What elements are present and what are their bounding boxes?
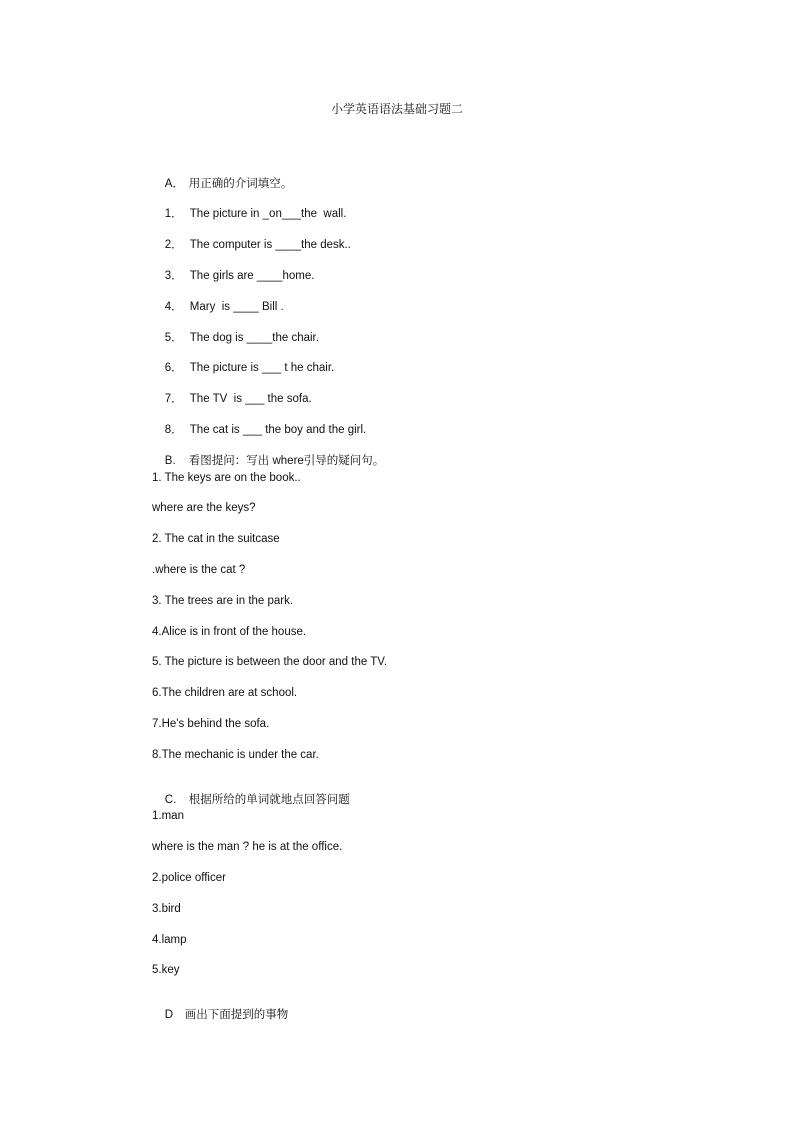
section-c-line: 1.man (152, 810, 184, 822)
item-text: The computer is ____the desk.. (189, 239, 351, 251)
section-d-heading-text: 画出下面提到的事物 (184, 1009, 289, 1021)
section-b-line: 2. The cat in the suitcase (152, 533, 280, 545)
section-b-line: 7.He's behind the sofa. (152, 718, 270, 730)
item-text: The girls are ____home. (189, 270, 315, 282)
item-number: 1． (164, 208, 183, 220)
section-b-line: 1. The keys are on the book.. (152, 472, 301, 484)
section-c-line: 2.police officer (152, 872, 226, 884)
section-b-line: 5. The picture is between the door and the TV. (152, 656, 388, 668)
section-c-label: C. (164, 794, 177, 806)
section-b-label: B. (164, 455, 176, 467)
section-b-line: 4.Alice is in front of the house. (152, 626, 307, 638)
item-text: The picture in _on___the wall. (189, 208, 347, 220)
section-b-line: 8.The mechanic is under the car. (152, 749, 319, 761)
item-number: 5． (164, 332, 183, 344)
item-number: 8． (164, 424, 183, 436)
item-text: The picture is ___ t he chair. (189, 362, 335, 374)
section-c-heading-text: 根据所给的单词就地点回答问题 (188, 794, 350, 806)
section-a-heading-text: 用正确的介词填空。 (188, 178, 293, 190)
item-number: 4． (164, 301, 183, 313)
section-d-heading (152, 994, 288, 1036)
section-b-line: .where is the cat ? (152, 564, 246, 576)
section-b-line: 6.The children are at school. (152, 687, 298, 699)
item-number: 2． (164, 239, 183, 251)
item-text: The TV is ___ the sofa. (189, 393, 312, 405)
section-b-line: 3. The trees are in the park. (152, 595, 294, 607)
section-c-line: where is the man ? he is at the office. (152, 841, 343, 853)
page-title (0, 100, 794, 117)
section-c-line: 4.lamp (152, 934, 187, 946)
section-a-label: A． (164, 178, 184, 190)
section-c-line: 5.key (152, 964, 180, 976)
page-title-text: 小学英语语法基础习题二 (330, 102, 463, 116)
item-number: 3． (164, 270, 183, 282)
item-text: The cat is ___ the boy and the girl. (189, 424, 367, 436)
item-number: 6． (164, 362, 183, 374)
section-c-line: 3.bird (152, 903, 181, 915)
section-b-line: where are the keys? (152, 502, 256, 514)
item-number: 7． (164, 393, 183, 405)
section-d-label: D (164, 1009, 174, 1021)
item-text: The dog is ____the chair. (189, 332, 319, 344)
item-text: Mary is ____ Bill . (189, 301, 284, 313)
section-b-heading-text: 看图提问：写出 where引导的疑问句。 (188, 455, 385, 467)
